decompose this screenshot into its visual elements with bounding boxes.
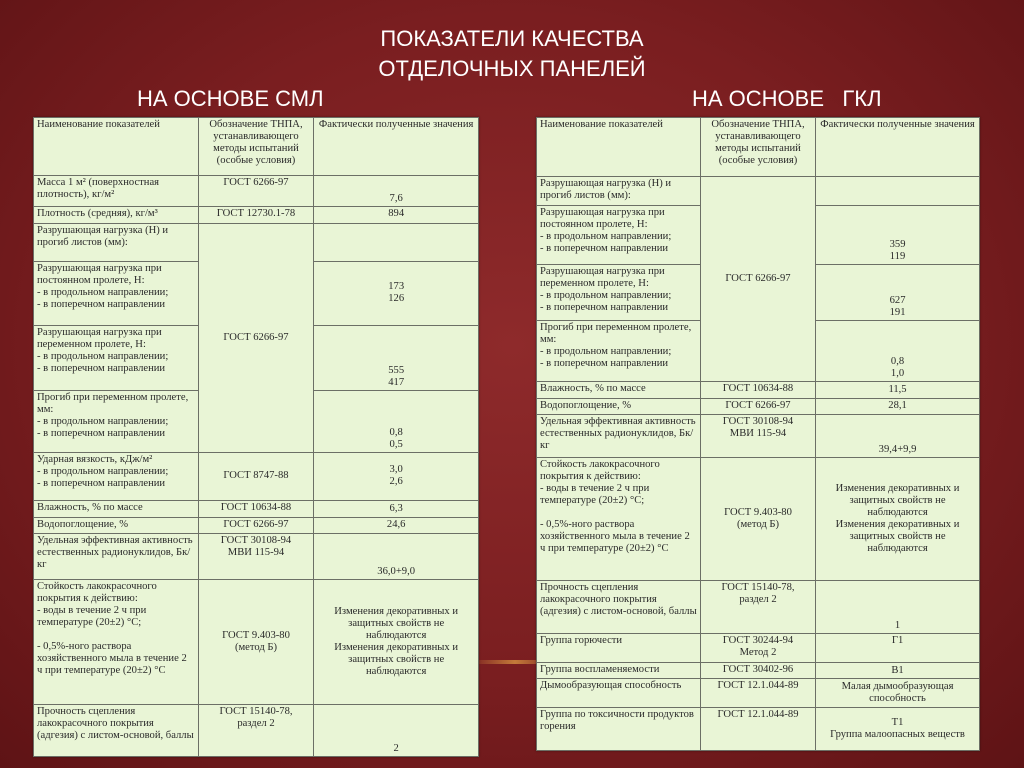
row-standard: ГОСТ 6266-97 — [198, 176, 314, 207]
table-row — [34, 704, 479, 756]
table-row — [34, 176, 479, 207]
row-name: Прочность сцепления лакокрасочного покрытия (адгезия) с листом-основой, баллы — [34, 704, 199, 756]
row-standard: ГОСТ 9.403-80 (метод Б) — [198, 579, 314, 704]
row-standard: ГОСТ 15140-78, раздел 2 — [198, 704, 314, 756]
gkl-table — [536, 117, 980, 751]
row-standard: ГОСТ 8747-88 — [198, 453, 314, 501]
row-name: Разрушающая нагрузка (Н) и прогиб листов (мм): — [537, 177, 701, 206]
row-value: 11,5 — [816, 382, 980, 398]
row-name: Водопоглощение, % — [34, 517, 199, 534]
row-name: Водопоглощение, % — [537, 398, 701, 414]
row-value: 28,1 — [816, 398, 980, 414]
row-name: Разрушающая нагрузка при постоянном пролете, Н: - в продольном направлении; - в поперечном направлении — [537, 206, 701, 265]
table-row — [34, 453, 479, 501]
row-value: 2 — [314, 704, 479, 756]
row-standard: ГОСТ 9.403-80 (метод Б) — [700, 458, 815, 581]
row-standard: ГОСТ 30108-94 МВИ 115-94 — [700, 414, 815, 457]
row-name: Разрушающая нагрузка (Н) и прогиб листов (мм): — [34, 224, 199, 261]
row-value: 7,6 — [314, 176, 479, 207]
row-standard: ГОСТ 12.1.044-89 — [700, 707, 815, 750]
sml-table — [33, 117, 479, 757]
col-header-name: Наименование показателей — [34, 118, 199, 176]
row-standard: ГОСТ 6266-97 — [198, 517, 314, 534]
slide-title — [0, 24, 1024, 84]
table-row — [537, 580, 980, 633]
row-value: 24,6 — [314, 517, 479, 534]
row-name: Группа воспламеняемости — [537, 662, 701, 678]
row-name: Прогиб при переменном пролете, мм: - в продольном направлении; - в поперечном направлении — [34, 390, 199, 452]
table-row — [34, 207, 479, 224]
row-name: Плотность (средняя), кг/м³ — [34, 207, 199, 224]
table-row — [537, 662, 980, 678]
table-row — [537, 458, 980, 581]
row-name: Масса 1 м² (поверхностная плотность), кг/м² — [34, 176, 199, 207]
table-row — [537, 414, 980, 457]
row-name: Прочность сцепления лакокрасочного покрытия (адгезия) с листом-основой, баллы — [537, 580, 701, 633]
col-header-value: Фактически полученные значения — [816, 118, 980, 177]
col-header-standard: Обозначение ТНПА, устанавливающего методы испытаний (особые условия) — [198, 118, 314, 176]
table-row — [537, 382, 980, 398]
row-standard: ГОСТ 6266-97 — [700, 177, 815, 382]
row-name: Группа по токсичности продуктов горения — [537, 707, 701, 750]
row-name: Разрушающая нагрузка при переменном пролете, Н: - в продольном направлении; - в поперечном направлении — [34, 326, 199, 391]
table-row — [34, 500, 479, 517]
gkl-table-panel — [536, 117, 980, 751]
sml-table-panel — [33, 117, 479, 757]
table-row — [34, 517, 479, 534]
row-name: Разрушающая нагрузка при постоянном пролете, Н: - в продольном направлении; - в поперечном направлении — [34, 261, 199, 326]
row-name: Ударная вязкость, кДж/м² - в продольном направлении; - в поперечном направлении — [34, 453, 199, 501]
row-value: 1 — [816, 580, 980, 633]
row-value: 359 119 — [816, 206, 980, 265]
row-standard: ГОСТ 12730.1-78 — [198, 207, 314, 224]
row-value: 0,8 1,0 — [816, 320, 980, 381]
row-name: Дымообразующая способность — [537, 679, 701, 708]
row-standard: ГОСТ 30108-94 МВИ 115-94 — [198, 534, 314, 580]
col-header-value: Фактически полученные значения — [314, 118, 479, 176]
row-value: 3,0 2,6 — [314, 453, 479, 501]
row-value: Т1 Группа малоопасных веществ — [816, 707, 980, 750]
row-name: Стойкость лакокрасочного покрытия к действию: - воды в течение 2 ч при температуре (20±2) °С; - 0,5%-ного раствора хозяйственного мыла в течение 2 ч при температуре (20±2) °С — [537, 458, 701, 581]
row-value: 894 — [314, 207, 479, 224]
row-name: Удельная эффективная активность естественных радионуклидов, Бк/кг — [34, 534, 199, 580]
row-standard: ГОСТ 10634-88 — [700, 382, 815, 398]
row-standard: ГОСТ 10634-88 — [198, 500, 314, 517]
row-standard: ГОСТ 30244-94 Метод 2 — [700, 634, 815, 663]
row-value: 0,8 0,5 — [314, 390, 479, 452]
row-standard: ГОСТ 6266-97 — [700, 398, 815, 414]
table-row — [537, 398, 980, 414]
row-name: Влажность, % по массе — [537, 382, 701, 398]
table-row — [537, 679, 980, 708]
row-value: 173 126 — [314, 261, 479, 326]
row-value: 39,4+9,9 — [816, 414, 980, 457]
right-heading: НА ОСНОВЕ ГКЛ — [692, 86, 882, 111]
table-row — [34, 534, 479, 580]
table-header-row — [537, 118, 980, 177]
row-value: Малая дымообразующая способность — [816, 679, 980, 708]
row-value — [816, 177, 980, 206]
row-value: 36,0+9,0 — [314, 534, 479, 580]
table-row — [34, 579, 479, 704]
table-row — [537, 177, 980, 206]
row-value: 627 191 — [816, 265, 980, 320]
row-name: Влажность, % по массе — [34, 500, 199, 517]
row-name: Группа горючести — [537, 634, 701, 663]
title-line-1: ПОКАЗАТЕЛИ КАЧЕСТВА — [380, 26, 644, 51]
table-row — [537, 634, 980, 663]
row-value: Г1 — [816, 634, 980, 663]
row-standard: ГОСТ 12.1.044-89 — [700, 679, 815, 708]
row-value: Изменения декоративных и защитных свойств не наблюдаются Изменения декоративных и защитных свойств не наблюдаются — [816, 458, 980, 581]
row-value: 555 417 — [314, 326, 479, 391]
row-name: Удельная эффективная активность естественных радионуклидов, Бк/кг — [537, 414, 701, 457]
row-value: Изменения декоративных и защитных свойств не наблюдаются Изменения декоративных и защитных свойств не наблюдаются — [314, 579, 479, 704]
row-name: Стойкость лакокрасочного покрытия к действию: - воды в течение 2 ч при температуре (20±2) °С; - 0,5%-ного раствора хозяйственного мыла в течение 2 ч при температуре (20±2) °С — [34, 579, 199, 704]
row-standard: ГОСТ 6266-97 — [198, 224, 314, 453]
row-name: Разрушающая нагрузка при переменном пролете, Н: - в продольном направлении; - в поперечном направлении — [537, 265, 701, 320]
table-row — [34, 224, 479, 261]
table-header-row — [34, 118, 479, 176]
row-value: 6,3 — [314, 500, 479, 517]
row-name: Прогиб при переменном пролете, мм: - в продольном направлении; - в поперечном направлении — [537, 320, 701, 381]
row-standard: ГОСТ 15140-78, раздел 2 — [700, 580, 815, 633]
left-heading: НА ОСНОВЕ СМЛ — [137, 86, 324, 111]
row-value: В1 — [816, 662, 980, 678]
row-value — [314, 224, 479, 261]
row-standard: ГОСТ 30402-96 — [700, 662, 815, 678]
col-header-standard: Обозначение ТНПА, устанавливающего методы испытаний (особые условия) — [700, 118, 815, 177]
table-row — [537, 707, 980, 750]
col-header-name: Наименование показателей — [537, 118, 701, 177]
title-line-2: ОТДЕЛОЧНЫХ ПАНЕЛЕЙ — [378, 56, 646, 81]
